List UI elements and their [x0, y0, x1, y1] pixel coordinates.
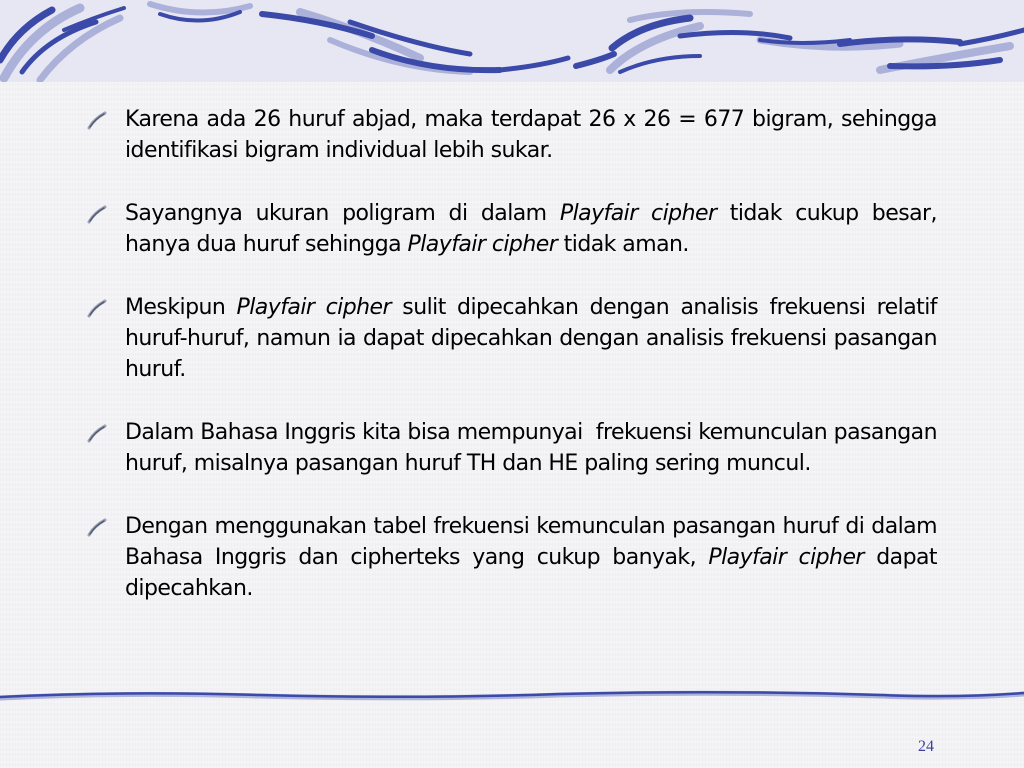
- bullet-text: [125, 292, 944, 385]
- bullet-text: [125, 417, 944, 479]
- italic-term: Playfair cipher: [407, 232, 558, 257]
- text-segment: dapat dipecahkan.: [125, 545, 944, 601]
- bullet-text: [125, 198, 944, 260]
- bullet-item: [0, 511, 1024, 604]
- page-number: 24: [918, 738, 934, 755]
- bullet-item: [0, 417, 1024, 479]
- bullet-item: [0, 292, 1024, 385]
- bullet-text: [125, 104, 944, 166]
- text-segment: Sayangnya ukuran poligram di dalam: [125, 201, 560, 226]
- footer-divider: [0, 686, 1024, 708]
- italic-term: Playfair cipher: [236, 295, 392, 320]
- italic-term: Playfair cipher: [708, 545, 864, 570]
- text-segment: tidak cukup besar, hanya dua huruf sehingga: [125, 201, 944, 257]
- text-segment: Karena ada 26 huruf abjad, maka terdapat 26 x 26 = 677 bigram, sehingga identifikasi bigram individual lebih sukar.: [125, 107, 944, 163]
- bullet-icon: [86, 517, 108, 537]
- bullet-item: [0, 198, 1024, 260]
- bullet-icon: [86, 423, 108, 443]
- bullet-text: [125, 511, 944, 604]
- bullet-icon: [86, 298, 108, 318]
- bullet-list: [0, 104, 1024, 636]
- bullet-item: [0, 104, 1024, 166]
- text-segment: Dalam Bahasa Inggris kita bisa mempunyai frekuensi kemunculan pasangan huruf, misalnya pasangan huruf TH dan HE paling sering muncul.: [125, 420, 944, 476]
- header-decoration: [0, 0, 1024, 82]
- text-segment: Meskipun: [125, 295, 237, 320]
- italic-term: Playfair cipher: [559, 201, 717, 226]
- bullet-icon: [86, 110, 108, 130]
- text-segment: sulit dipecahkan dengan analisis frekuensi relatif huruf-huruf, namun ia dapat dipecahkan dengan analisis frekuensi pasangan huruf.: [125, 295, 944, 382]
- text-segment: tidak aman.: [557, 232, 689, 257]
- bullet-icon: [86, 204, 108, 224]
- text-segment: Dengan menggunakan tabel frekuensi kemunculan pasangan huruf di dalam Bahasa Inggris dan cipherteks yang cukup banyak,: [125, 514, 944, 570]
